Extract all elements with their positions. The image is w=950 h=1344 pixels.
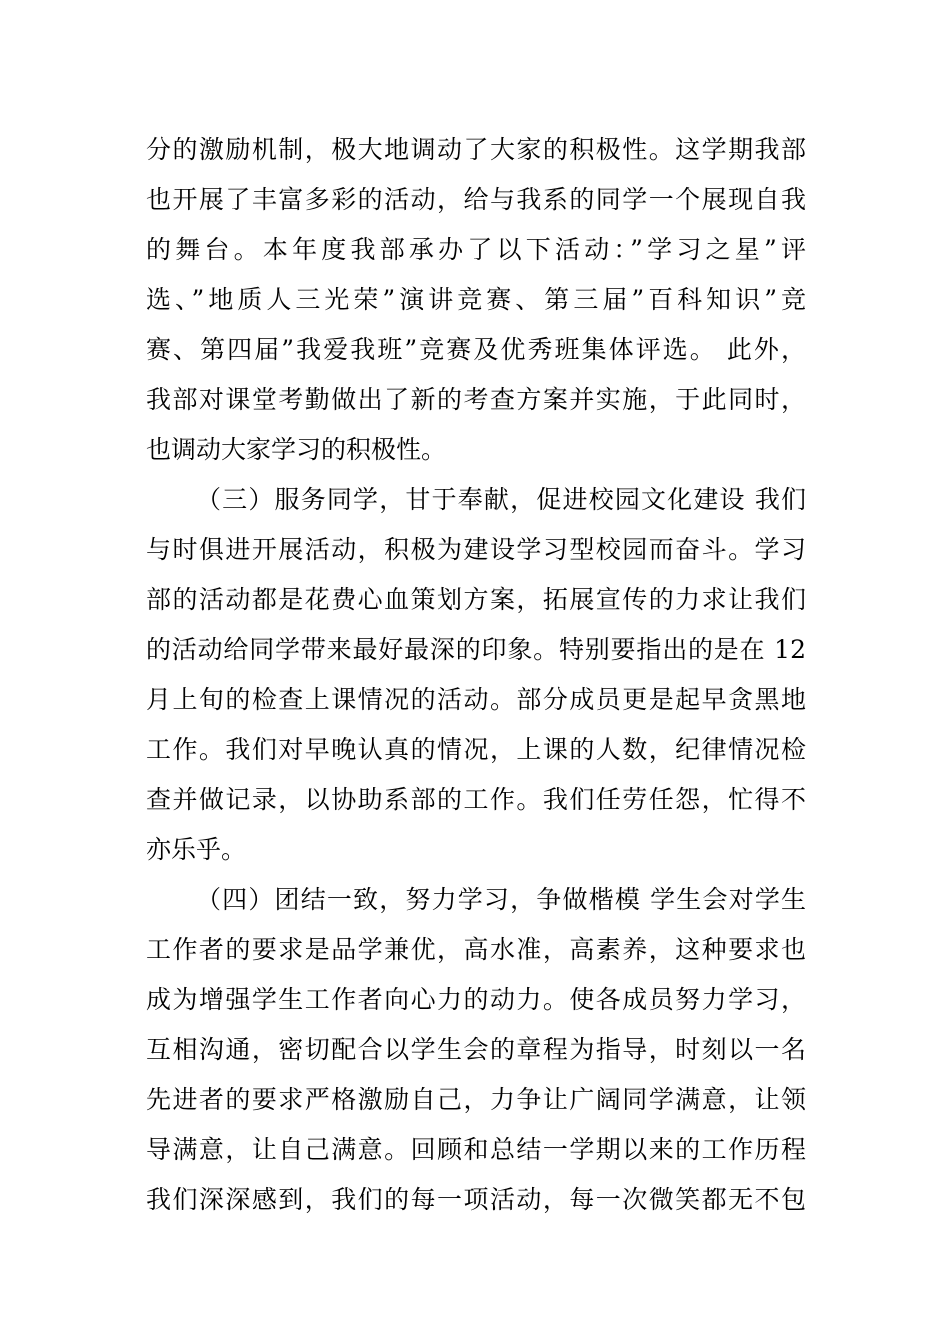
- text-line: 导满意，让自己满意。回顾和总结一学期以来的工作历程: [146, 1135, 806, 1164]
- section-heading-line: （四）团结一致，努力学习，争做楷模 学生会对学生: [196, 885, 806, 914]
- text-line: 月上旬的检查上课情况的活动。部分成员更是起早贪黑地: [146, 685, 806, 714]
- text-line: 互相沟通，密切配合以学生会的章程为指导，时刻以一名: [146, 1035, 806, 1064]
- text-line: 亦乐乎。: [146, 835, 247, 864]
- text-line: 的舞台。本年度我部承办了以下活动：”学习之星”评: [146, 235, 806, 264]
- text-line: 的活动给同学带来最好最深的印象。特别要指出的是在 12: [146, 635, 806, 664]
- text-line: 成为增强学生工作者向心力的动力。使各成员努力学习，: [146, 985, 806, 1014]
- text-line: 也调动大家学习的积极性。: [146, 435, 447, 464]
- text-line: 分的激励机制，极大地调动了大家的积极性。这学期我部: [146, 135, 806, 164]
- text-line: 我部对课堂考勤做出了新的考查方案并实施，于此同时，: [146, 385, 806, 414]
- text-line: 赛、第四届”我爱我班”竞赛及优秀班集体评选。 此外，: [146, 335, 806, 364]
- section-heading-line: （三）服务同学，甘于奉献，促进校园文化建设 我们: [196, 485, 806, 514]
- text-line: 我们深深感到，我们的每一项活动，每一次微笑都无不包: [146, 1185, 806, 1214]
- text-line: 部的活动都是花费心血策划方案，拓展宣传的力求让我们: [146, 585, 806, 614]
- text-line: 先进者的要求严格激励自己，力争让广阔同学满意，让领: [146, 1085, 806, 1114]
- text-line: 工作。我们对早晚认真的情况，上课的人数，纪律情况检: [146, 735, 806, 764]
- text-line: 选、”地质人三光荣”演讲竞赛、第三届”百科知识”竞: [146, 285, 806, 314]
- text-line: 工作者的要求是品学兼优，高水准，高素养，这种要求也: [146, 935, 806, 964]
- text-line: 查并做记录，以协助系部的工作。我们任劳任怨，忙得不: [146, 785, 806, 814]
- text-line: 与时俱进开展活动，积极为建设学习型校园而奋斗。学习: [146, 535, 806, 564]
- text-line: 也开展了丰富多彩的活动，给与我系的同学一个展现自我: [146, 185, 806, 214]
